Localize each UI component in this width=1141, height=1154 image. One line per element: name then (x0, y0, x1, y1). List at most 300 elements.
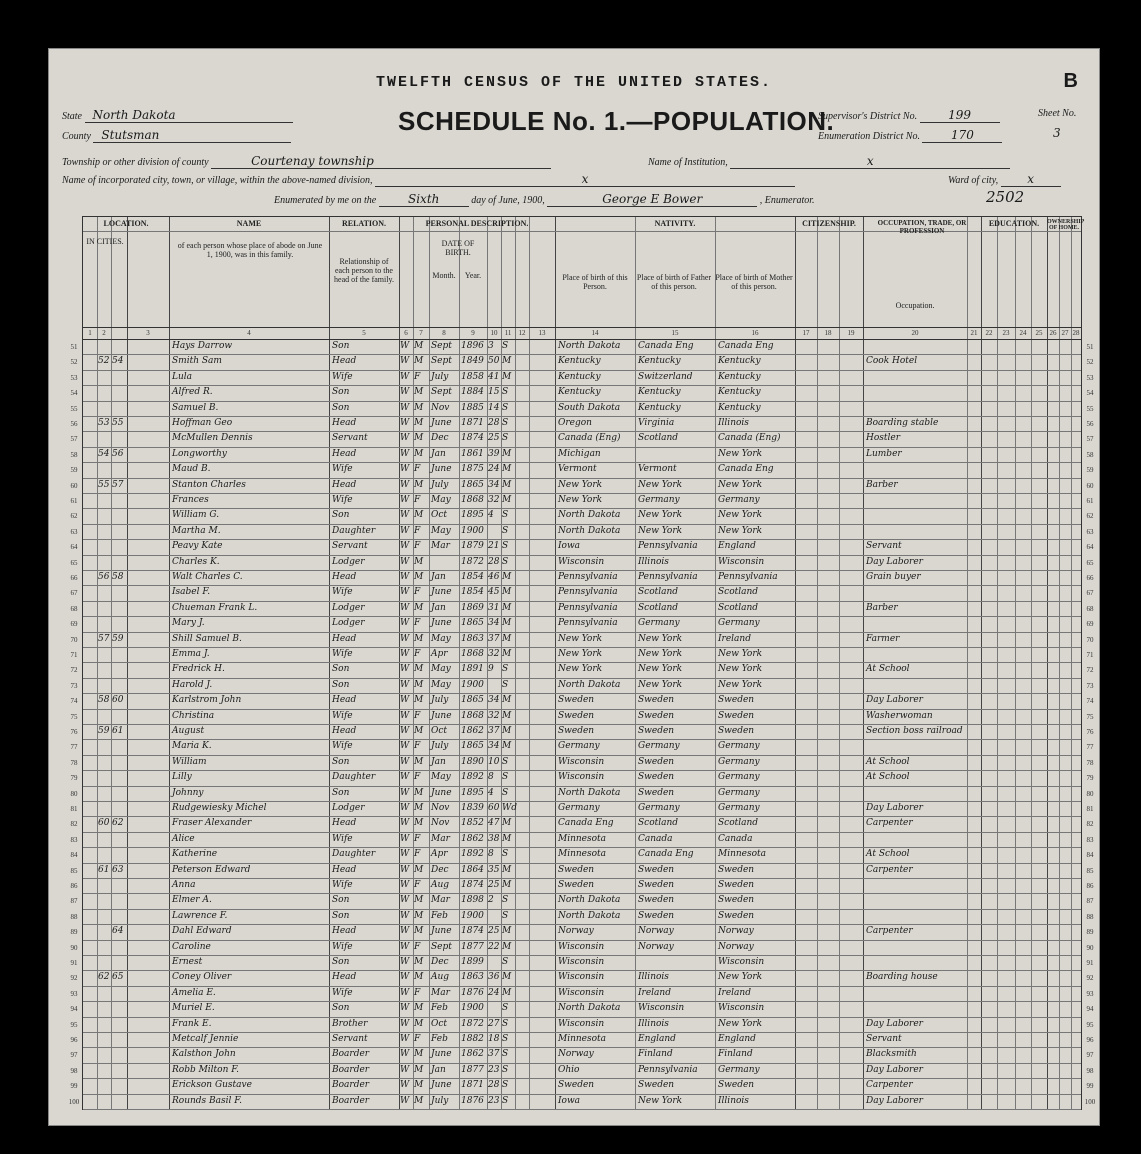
cell-sex: M (414, 957, 424, 967)
cell-occ: Carpenter (866, 926, 913, 937)
supervisor-value: 199 (920, 108, 1000, 123)
cell-b15: New York (718, 1018, 763, 1029)
header-month: Month. (432, 271, 456, 280)
cell-rel: Son (332, 402, 350, 413)
cell-sex: M (414, 1095, 424, 1106)
cell-age: 27 (488, 1018, 500, 1029)
cell-occ: Day Laborer (866, 1095, 923, 1106)
cell-b15: Norway (718, 926, 754, 937)
row-divider (83, 709, 1081, 710)
cell-age: 23 (488, 1064, 500, 1075)
cell-sex: F (414, 464, 421, 475)
cell-year: 1877 (461, 1064, 484, 1075)
cell-b13: Pennsylvania (558, 618, 618, 629)
stamp-number: 2502 (986, 188, 1025, 206)
cell-b14: Germany (638, 741, 680, 752)
cell-b13: Sweden (558, 695, 595, 706)
cell-mar: S (502, 433, 509, 444)
cell-color: W (400, 433, 410, 444)
cell-rel: Daughter (332, 849, 376, 860)
township-value: Courtenay township (211, 154, 551, 169)
cell-mar: S (502, 910, 509, 921)
cell-color: W (400, 633, 410, 644)
row-number: 85 (70, 866, 78, 875)
cell-b14: Kentucky (638, 356, 681, 367)
cell-name: Lula (172, 371, 193, 382)
row-number: 56 (70, 420, 78, 428)
cell-b15: New York (718, 525, 763, 536)
row-number: 76 (1086, 728, 1094, 736)
column-number: 17 (802, 329, 810, 337)
cell-sex: M (414, 572, 424, 582)
cell-color: W (400, 787, 410, 798)
cell-b15: Wisconsin (718, 1003, 765, 1014)
cell-b13: Wisconsin (558, 987, 605, 998)
cell-color: W (400, 402, 410, 413)
row-divider (83, 940, 1081, 941)
row-divider (83, 739, 1081, 740)
cell-b15: Germany (718, 803, 760, 813)
cell-occ: Day Laborer (866, 1018, 923, 1029)
cell-b13: Minnesota (558, 1034, 607, 1044)
cell-year: 1871 (461, 1080, 484, 1091)
cell-sex: F (414, 1034, 421, 1044)
cell-mar: S (502, 556, 509, 567)
cell-age: 8 (488, 849, 494, 860)
ward-value: x (1001, 172, 1061, 187)
cell-age: 3 (488, 341, 494, 351)
cell-name: Elmer A. (172, 895, 212, 906)
cell-year: 1898 (461, 895, 484, 906)
cell-mar: M (502, 356, 512, 367)
row-divider (83, 508, 1081, 509)
supervisor-label: Supervisor's District No. (818, 111, 918, 122)
row-number: 70 (70, 635, 78, 644)
cell-name: Harold J. (172, 679, 213, 690)
row-number: 88 (70, 912, 78, 921)
column-number: 14 (591, 329, 599, 337)
cell-month: Jan (431, 448, 446, 459)
cell-mar: S (502, 849, 509, 860)
cell-name: Metcalf Jennie (172, 1034, 239, 1044)
row-number: 82 (1086, 820, 1094, 829)
cell-year: 1849 (461, 356, 484, 367)
cell-color: W (400, 464, 410, 475)
row-number: 96 (70, 1036, 78, 1044)
cell-year: 1865 (461, 479, 484, 490)
row-number: 63 (1086, 527, 1094, 536)
cell-name: Emma J. (172, 649, 210, 659)
cell-name: August (172, 726, 205, 736)
row-divider (83, 693, 1081, 694)
cell-mar: S (502, 1018, 509, 1029)
cell-b13: Pennsylvania (558, 587, 618, 598)
cell-b15: Kentucky (718, 387, 761, 398)
cell-b15: Canada Eng (718, 341, 774, 351)
cell-year: 1879 (461, 541, 484, 552)
cell-occ: Grain buyer (866, 572, 921, 582)
cell-rel: Wife (332, 371, 353, 382)
row-divider (83, 955, 1081, 956)
row-number: 80 (1086, 789, 1094, 798)
cell-rel: Head (332, 479, 357, 490)
cell-sex: M (414, 1080, 424, 1091)
row-number: 87 (1086, 897, 1094, 906)
cell-color: W (400, 818, 410, 829)
column-number: 25 (1035, 329, 1043, 337)
row-number: 81 (70, 805, 78, 813)
cell-rel: Wife (332, 741, 353, 752)
row-number: 98 (1086, 1066, 1094, 1075)
cell-year: 1900 (461, 679, 484, 690)
cell-b15: Sweden (718, 726, 755, 736)
cell-b14: Germany (638, 803, 680, 813)
cell-age: 32 (488, 495, 500, 505)
column-number: 1 (88, 329, 92, 337)
cell-rel: Servant (332, 541, 368, 552)
cell-month: July (431, 695, 449, 706)
enumerated-prefix: Enumerated by me on the (274, 195, 377, 206)
cell-mar: S (502, 895, 509, 906)
cell-month: Apr (431, 849, 448, 860)
row-number: 73 (70, 681, 78, 690)
cell-occ: Boarding house (866, 972, 938, 983)
cell-occ: Blacksmith (866, 1049, 917, 1060)
cell-rel: Son (332, 679, 350, 690)
cell-month: Mar (431, 895, 450, 906)
row-divider (83, 770, 1081, 771)
cell-b15: Sweden (718, 710, 755, 721)
row-number: 80 (70, 789, 78, 798)
cell-mar: S (502, 679, 509, 690)
cell-mar: S (502, 772, 509, 783)
row-number: 92 (70, 974, 78, 983)
cell-b13: Norway (558, 1049, 594, 1060)
cell-month: Dec (431, 957, 449, 967)
cell-age: 38 (488, 833, 500, 844)
cell-year: 1884 (461, 387, 484, 398)
cell-age: 46 (488, 572, 500, 582)
group-location: LOCATION. (103, 219, 149, 228)
cell-sex: F (414, 587, 421, 598)
cell-occ: Servant (866, 1034, 902, 1044)
cell-mar: M (502, 710, 512, 721)
header-relation-desc: Relationship of each person to the head of the family. (334, 257, 394, 284)
cell-mar: M (502, 972, 512, 983)
cell-mar: S (502, 541, 509, 552)
cell-color: W (400, 387, 410, 398)
row-number: 53 (70, 373, 78, 382)
row-number: 95 (1086, 1020, 1094, 1029)
cell-mar: Wd (502, 803, 518, 813)
cell-name: William G. (172, 510, 220, 521)
supervisor-field (818, 108, 1000, 123)
column-number: 21 (970, 329, 978, 337)
cell-month: Dec (431, 433, 449, 444)
cell-rel: Son (332, 910, 350, 921)
cell-b14: New York (638, 664, 683, 675)
cell-sex: F (414, 710, 421, 721)
cell-year: 1892 (461, 849, 484, 860)
cell-age: 36 (488, 972, 500, 983)
cell-rel: Boarder (332, 1095, 370, 1106)
cell-color: W (400, 726, 410, 736)
cell-mar: S (502, 787, 509, 798)
row-number: 60 (70, 481, 78, 490)
row-number: 90 (1086, 943, 1094, 952)
cell-rel: Son (332, 957, 350, 967)
cell-name: Rounds Basil F. (172, 1095, 242, 1106)
header-in-cities: IN CITIES. (86, 237, 124, 246)
cell-mar: S (502, 1034, 509, 1044)
cell-age: 34 (488, 479, 500, 490)
cell-sex: M (414, 448, 424, 459)
cell-year: 1900 (461, 1003, 484, 1014)
row-number: 51 (70, 343, 78, 351)
cell-sex: M (414, 479, 424, 490)
cell-month: Sept (431, 341, 452, 351)
cell-dw: 56 (98, 572, 110, 582)
row-number: 63 (70, 527, 78, 536)
cell-b15: Germany (718, 1064, 760, 1075)
cell-month: Nov (431, 402, 450, 413)
cell-mar: M (502, 572, 512, 582)
cell-rel: Daughter (332, 525, 376, 536)
cell-b13: Kentucky (558, 371, 601, 382)
row-number: 62 (1086, 512, 1094, 521)
row-number: 79 (70, 774, 78, 783)
cell-name: Frank E. (172, 1018, 212, 1029)
cell-year: 1876 (461, 987, 484, 998)
row-number: 77 (1086, 743, 1094, 752)
cell-mar: S (502, 1064, 509, 1075)
cell-month: Jan (431, 1064, 446, 1075)
cell-name: Alice (172, 833, 195, 844)
row-divider (83, 570, 1081, 571)
row-divider (83, 986, 1081, 987)
header-occupation: Occupation. (895, 301, 935, 310)
cell-month: Feb (431, 910, 448, 921)
cell-mar: M (502, 987, 512, 998)
cell-sex: M (414, 695, 424, 706)
cell-b14: Vermont (638, 464, 677, 475)
cell-year: 1862 (461, 833, 484, 844)
cell-color: W (400, 448, 410, 459)
cell-mar: S (502, 756, 509, 767)
row-number: 61 (1086, 497, 1094, 505)
sheet-no-label: Sheet No. (1038, 108, 1077, 119)
cell-mar: S (502, 341, 509, 351)
census-sheet (48, 48, 1100, 1126)
cell-age: 37 (488, 633, 500, 644)
cell-b14: Sweden (638, 1080, 675, 1091)
cell-year: 1864 (461, 864, 484, 875)
cell-b13: South Dakota (558, 402, 621, 413)
row-number: 71 (70, 651, 78, 659)
cell-sex: F (414, 541, 421, 552)
cell-name: Shill Samuel B. (172, 633, 242, 644)
cell-sex: M (414, 402, 424, 413)
cell-b14: Canada Eng (638, 341, 694, 351)
cell-color: W (400, 1034, 410, 1044)
cell-sex: F (414, 772, 421, 783)
cell-age: 24 (488, 464, 500, 475)
column-number: 28 (1072, 329, 1080, 337)
cell-month: June (431, 464, 452, 475)
cell-rel: Wife (332, 987, 353, 998)
cell-b15: England (718, 541, 756, 552)
cell-name: Dahl Edward (172, 926, 232, 937)
cell-b14: Scotland (638, 587, 679, 598)
cell-age: 31 (488, 602, 500, 613)
cell-rel: Lodger (332, 618, 365, 629)
cell-color: W (400, 987, 410, 998)
cell-occ: Section boss railroad (866, 726, 963, 736)
cell-b13: Sweden (558, 726, 595, 736)
row-number: 89 (1086, 928, 1094, 937)
cell-sex: F (414, 618, 421, 629)
cell-fam: 59 (112, 633, 124, 644)
cell-age: 37 (488, 1049, 500, 1060)
cell-name: Fraser Alexander (172, 818, 252, 829)
row-divider (83, 385, 1081, 386)
cell-color: W (400, 1095, 410, 1106)
header-divider (83, 327, 1081, 328)
header-place-15: Place of birth of Mother of this person. (715, 273, 793, 291)
row-number: 98 (70, 1066, 78, 1075)
cell-color: W (400, 1049, 410, 1060)
row-number: 65 (1086, 558, 1094, 567)
cell-rel: Wife (332, 587, 353, 598)
cell-sex: F (414, 833, 421, 844)
cell-fam: 58 (112, 572, 124, 582)
group-citizenship: CITIZENSHIP. (802, 219, 856, 228)
cell-month: Sept (431, 387, 452, 398)
cell-year: 1868 (461, 649, 484, 659)
cell-b14: Sweden (638, 756, 675, 767)
row-divider (83, 662, 1081, 663)
cell-b13: New York (558, 649, 603, 659)
row-number: 100 (1084, 1097, 1096, 1106)
row-number: 54 (1086, 389, 1094, 398)
cell-b13: Oregon (558, 418, 592, 428)
cell-name: Christina (172, 710, 215, 721)
column-number: 15 (671, 329, 679, 337)
row-number: 75 (70, 712, 78, 721)
row-divider (83, 1032, 1081, 1033)
cell-month: Aug (431, 880, 450, 890)
cell-rel: Wife (332, 464, 353, 475)
cell-name: Hoffman Geo (172, 418, 233, 428)
cell-sex: M (414, 864, 424, 875)
cell-year: 1868 (461, 495, 484, 505)
cell-mar: S (502, 1080, 509, 1091)
cell-b13: Kentucky (558, 387, 601, 398)
row-divider (83, 909, 1081, 910)
row-number: 62 (70, 512, 78, 521)
row-divider (83, 601, 1081, 602)
cell-mar: M (502, 926, 512, 937)
column-number: 13 (538, 329, 546, 337)
cell-mar: M (502, 602, 512, 613)
cell-b13: New York (558, 495, 603, 505)
cell-b15: Kentucky (718, 402, 761, 413)
group-relation: RELATION. (341, 219, 387, 228)
cell-month: Oct (431, 726, 448, 736)
cell-color: W (400, 618, 410, 629)
cell-rel: Wife (332, 941, 353, 952)
column-number: 11 (504, 329, 512, 337)
cell-rel: Son (332, 664, 350, 675)
cell-rel: Wife (332, 833, 353, 844)
cell-b13: Wisconsin (558, 756, 605, 767)
column-number: 16 (751, 329, 759, 337)
cell-sex: M (414, 910, 424, 921)
cell-name: Coney Oliver (172, 972, 232, 983)
cell-b14: Switzerland (638, 371, 693, 382)
cell-fam: 62 (112, 818, 124, 829)
enumerated-day: Sixth (379, 192, 469, 207)
row-number: 92 (1086, 974, 1094, 983)
cell-month: Mar (431, 987, 450, 998)
cell-mar: S (502, 402, 509, 413)
cell-name: McMullen Dennis (172, 433, 253, 444)
cell-rel: Son (332, 787, 350, 798)
cell-year: 1863 (461, 972, 484, 983)
cell-rel: Wife (332, 649, 353, 659)
enumeration-field (818, 128, 1002, 143)
row-divider (83, 924, 1081, 925)
institution-label: Name of Institution, (648, 157, 728, 168)
cell-b14: New York (638, 679, 683, 690)
cell-dw: 61 (98, 864, 110, 875)
cell-year: 1874 (461, 926, 484, 937)
column-number: 20 (911, 329, 919, 337)
cell-b15: Wisconsin (718, 556, 765, 567)
row-divider (83, 816, 1081, 817)
cell-mar: S (502, 1049, 509, 1060)
cell-occ: Hostler (866, 433, 901, 444)
state-value: North Dakota (85, 108, 293, 123)
township-label: Township or other division of county (62, 157, 209, 168)
row-divider (83, 539, 1081, 540)
cell-color: W (400, 587, 410, 598)
cell-b14: Sweden (638, 864, 675, 875)
cell-b13: Norway (558, 926, 594, 937)
cell-mar: M (502, 726, 512, 736)
cell-dw: 57 (98, 633, 110, 644)
cell-name: Lilly (172, 772, 192, 783)
row-number: 77 (70, 743, 78, 752)
cell-color: W (400, 510, 410, 521)
column-number: 3 (146, 329, 150, 337)
row-divider (83, 1094, 1081, 1095)
cell-b14: Germany (638, 618, 680, 629)
cell-name: Ernest (172, 957, 203, 967)
cell-month: May (431, 525, 451, 536)
cell-mar: M (502, 818, 512, 829)
cell-age: 28 (488, 556, 500, 567)
cell-mar: M (502, 741, 512, 752)
cell-sex: M (414, 602, 424, 613)
cell-b15: Scotland (718, 602, 759, 613)
cell-rel: Wife (332, 710, 353, 721)
group-occupation: OCCUPATION, TRADE, OR PROFESSION (877, 219, 967, 235)
cell-b13: Wisconsin (558, 972, 605, 983)
cell-age: 32 (488, 649, 500, 659)
cell-color: W (400, 926, 410, 937)
cell-age: 34 (488, 695, 500, 706)
